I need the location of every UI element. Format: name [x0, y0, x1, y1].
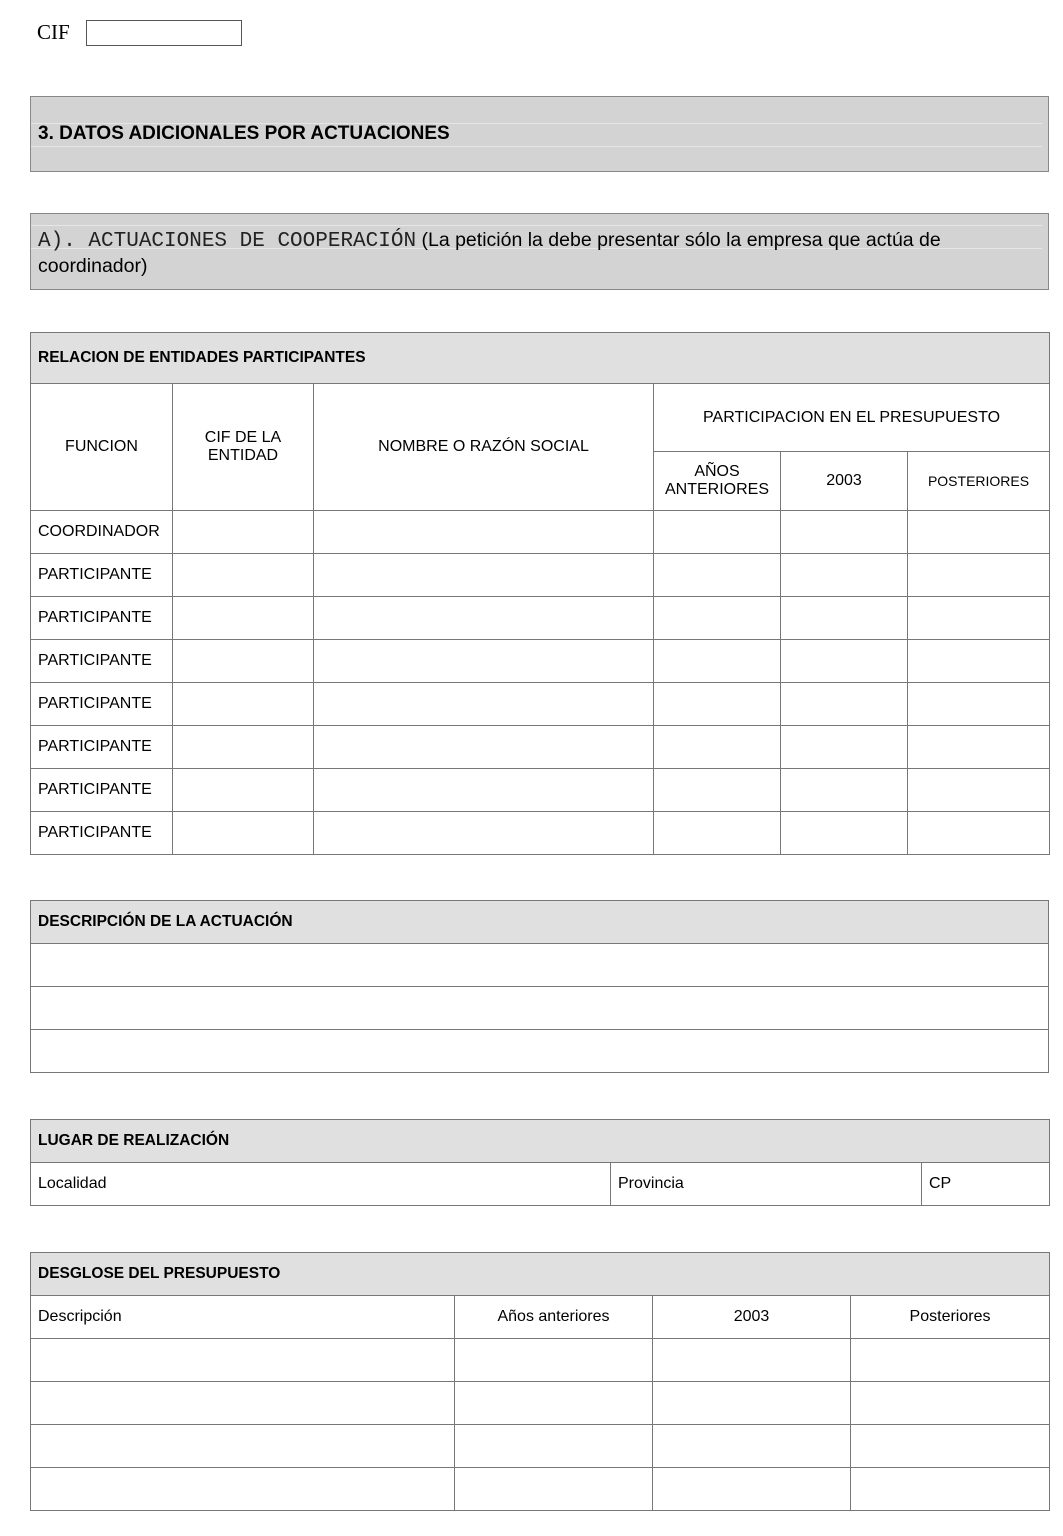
col-funcion-header: FUNCION [31, 384, 173, 511]
col-descripcion-header: Descripción [31, 1296, 455, 1339]
posteriores-cell[interactable] [908, 812, 1050, 855]
cp-field[interactable]: CP [922, 1163, 1050, 1206]
table-row [31, 554, 1050, 597]
col-cif-header: CIF DE LA ENTIDAD [173, 384, 314, 511]
cif-cell[interactable] [173, 769, 314, 812]
descripcion-line[interactable] [31, 987, 1049, 1030]
cooperacion-text [38, 228, 1040, 279]
table-row [31, 1382, 1050, 1425]
section-3-header [30, 96, 1049, 172]
col-posteriores-header: Posteriores [851, 1296, 1050, 1339]
lugar-table [30, 1119, 1050, 1206]
anteriores-cell[interactable] [654, 769, 781, 812]
anio-cell[interactable] [781, 597, 908, 640]
posteriores-cell[interactable] [851, 1425, 1050, 1468]
cif-cell[interactable] [173, 554, 314, 597]
desglose-table [30, 1252, 1050, 1511]
anteriores-cell[interactable] [654, 554, 781, 597]
descripcion-cell[interactable] [31, 1382, 455, 1425]
col-2003-header: 2003 [653, 1296, 851, 1339]
funcion-cell: PARTICIPANTE [31, 640, 173, 683]
anio-cell[interactable] [653, 1468, 851, 1511]
nombre-cell[interactable] [314, 597, 654, 640]
cooperacion-header [30, 213, 1049, 290]
anio-cell[interactable] [781, 726, 908, 769]
funcion-cell: COORDINADOR [31, 511, 173, 554]
anio-cell[interactable] [653, 1425, 851, 1468]
anteriores-cell[interactable] [654, 812, 781, 855]
funcion-cell: PARTICIPANTE [31, 769, 173, 812]
col-participacion-header: PARTICIPACION EN EL PRESUPUESTO [654, 384, 1050, 452]
table-row [31, 597, 1050, 640]
posteriores-cell[interactable] [908, 726, 1050, 769]
posteriores-cell[interactable] [908, 554, 1050, 597]
cif-input[interactable] [86, 20, 242, 46]
cif-cell[interactable] [173, 812, 314, 855]
desglose-title: DESGLOSE DEL PRESUPUESTO [31, 1253, 1050, 1296]
table-row [31, 511, 1050, 554]
anteriores-cell[interactable] [455, 1468, 653, 1511]
nombre-cell[interactable] [314, 640, 654, 683]
col-anteriores-header: AÑOS ANTERIORES [654, 452, 781, 511]
posteriores-cell[interactable] [908, 511, 1050, 554]
localidad-field[interactable]: Localidad [31, 1163, 611, 1206]
col-nombre-header: NOMBRE O RAZÓN SOCIAL [314, 384, 654, 511]
posteriores-cell[interactable] [851, 1339, 1050, 1382]
posteriores-cell[interactable] [908, 640, 1050, 683]
posteriores-cell[interactable] [908, 597, 1050, 640]
nombre-cell[interactable] [314, 554, 654, 597]
nombre-cell[interactable] [314, 812, 654, 855]
cif-cell[interactable] [173, 640, 314, 683]
cif-cell[interactable] [173, 683, 314, 726]
posteriores-cell[interactable] [908, 769, 1050, 812]
cooperacion-note: (La petición la debe presentar sólo la empresa que actúa de coordinador) [38, 229, 941, 277]
anio-cell[interactable] [781, 769, 908, 812]
descripcion-line[interactable] [31, 944, 1049, 987]
table-row [31, 1339, 1050, 1382]
entidades-table [30, 332, 1050, 855]
cooperacion-title: A). ACTUACIONES DE COOPERACIÓN [38, 230, 417, 253]
anteriores-cell[interactable] [654, 683, 781, 726]
anteriores-cell[interactable] [654, 726, 781, 769]
col-posteriores-header: POSTERIORES [908, 452, 1050, 511]
funcion-cell: PARTICIPANTE [31, 812, 173, 855]
table-row [31, 769, 1050, 812]
nombre-cell[interactable] [314, 769, 654, 812]
col-anteriores-header: Años anteriores [455, 1296, 653, 1339]
provincia-field[interactable]: Provincia [611, 1163, 922, 1206]
descripcion-cell[interactable] [31, 1425, 455, 1468]
anteriores-cell[interactable] [455, 1382, 653, 1425]
posteriores-cell[interactable] [851, 1468, 1050, 1511]
anio-cell[interactable] [653, 1382, 851, 1425]
lugar-title: LUGAR DE REALIZACIÓN [31, 1120, 1050, 1163]
table-row [31, 812, 1050, 855]
anteriores-cell[interactable] [654, 640, 781, 683]
posteriores-cell[interactable] [908, 683, 1050, 726]
nombre-cell[interactable] [314, 511, 654, 554]
funcion-cell: PARTICIPANTE [31, 597, 173, 640]
cif-label: CIF [37, 20, 70, 44]
descripcion-line[interactable] [31, 1030, 1049, 1073]
funcion-cell: PARTICIPANTE [31, 683, 173, 726]
table-row [31, 683, 1050, 726]
posteriores-cell[interactable] [851, 1382, 1050, 1425]
descripcion-cell[interactable] [31, 1468, 455, 1511]
anio-cell[interactable] [781, 683, 908, 726]
section-3-title: 3. DATOS ADICIONALES POR ACTUACIONES [38, 123, 450, 144]
funcion-cell: PARTICIPANTE [31, 726, 173, 769]
table-row [31, 1468, 1050, 1511]
anteriores-cell[interactable] [654, 597, 781, 640]
table-row [31, 726, 1050, 769]
funcion-cell: PARTICIPANTE [31, 554, 173, 597]
cif-cell[interactable] [173, 511, 314, 554]
cif-cell[interactable] [173, 597, 314, 640]
col-2003-header: 2003 [781, 452, 908, 511]
nombre-cell[interactable] [314, 726, 654, 769]
anio-cell[interactable] [781, 812, 908, 855]
descripcion-cell[interactable] [31, 1339, 455, 1382]
nombre-cell[interactable] [314, 683, 654, 726]
cif-cell[interactable] [173, 726, 314, 769]
anteriores-cell[interactable] [455, 1425, 653, 1468]
descripcion-title: DESCRIPCIÓN DE LA ACTUACIÓN [31, 901, 1049, 944]
anio-cell[interactable] [653, 1339, 851, 1382]
descripcion-table [30, 900, 1049, 1073]
anteriores-cell[interactable] [455, 1339, 653, 1382]
table-row [31, 640, 1050, 683]
anteriores-cell[interactable] [654, 511, 781, 554]
anio-cell[interactable] [781, 511, 908, 554]
table-row [31, 1425, 1050, 1468]
anio-cell[interactable] [781, 554, 908, 597]
anio-cell[interactable] [781, 640, 908, 683]
entidades-title: RELACION DE ENTIDADES PARTICIPANTES [31, 333, 1050, 384]
